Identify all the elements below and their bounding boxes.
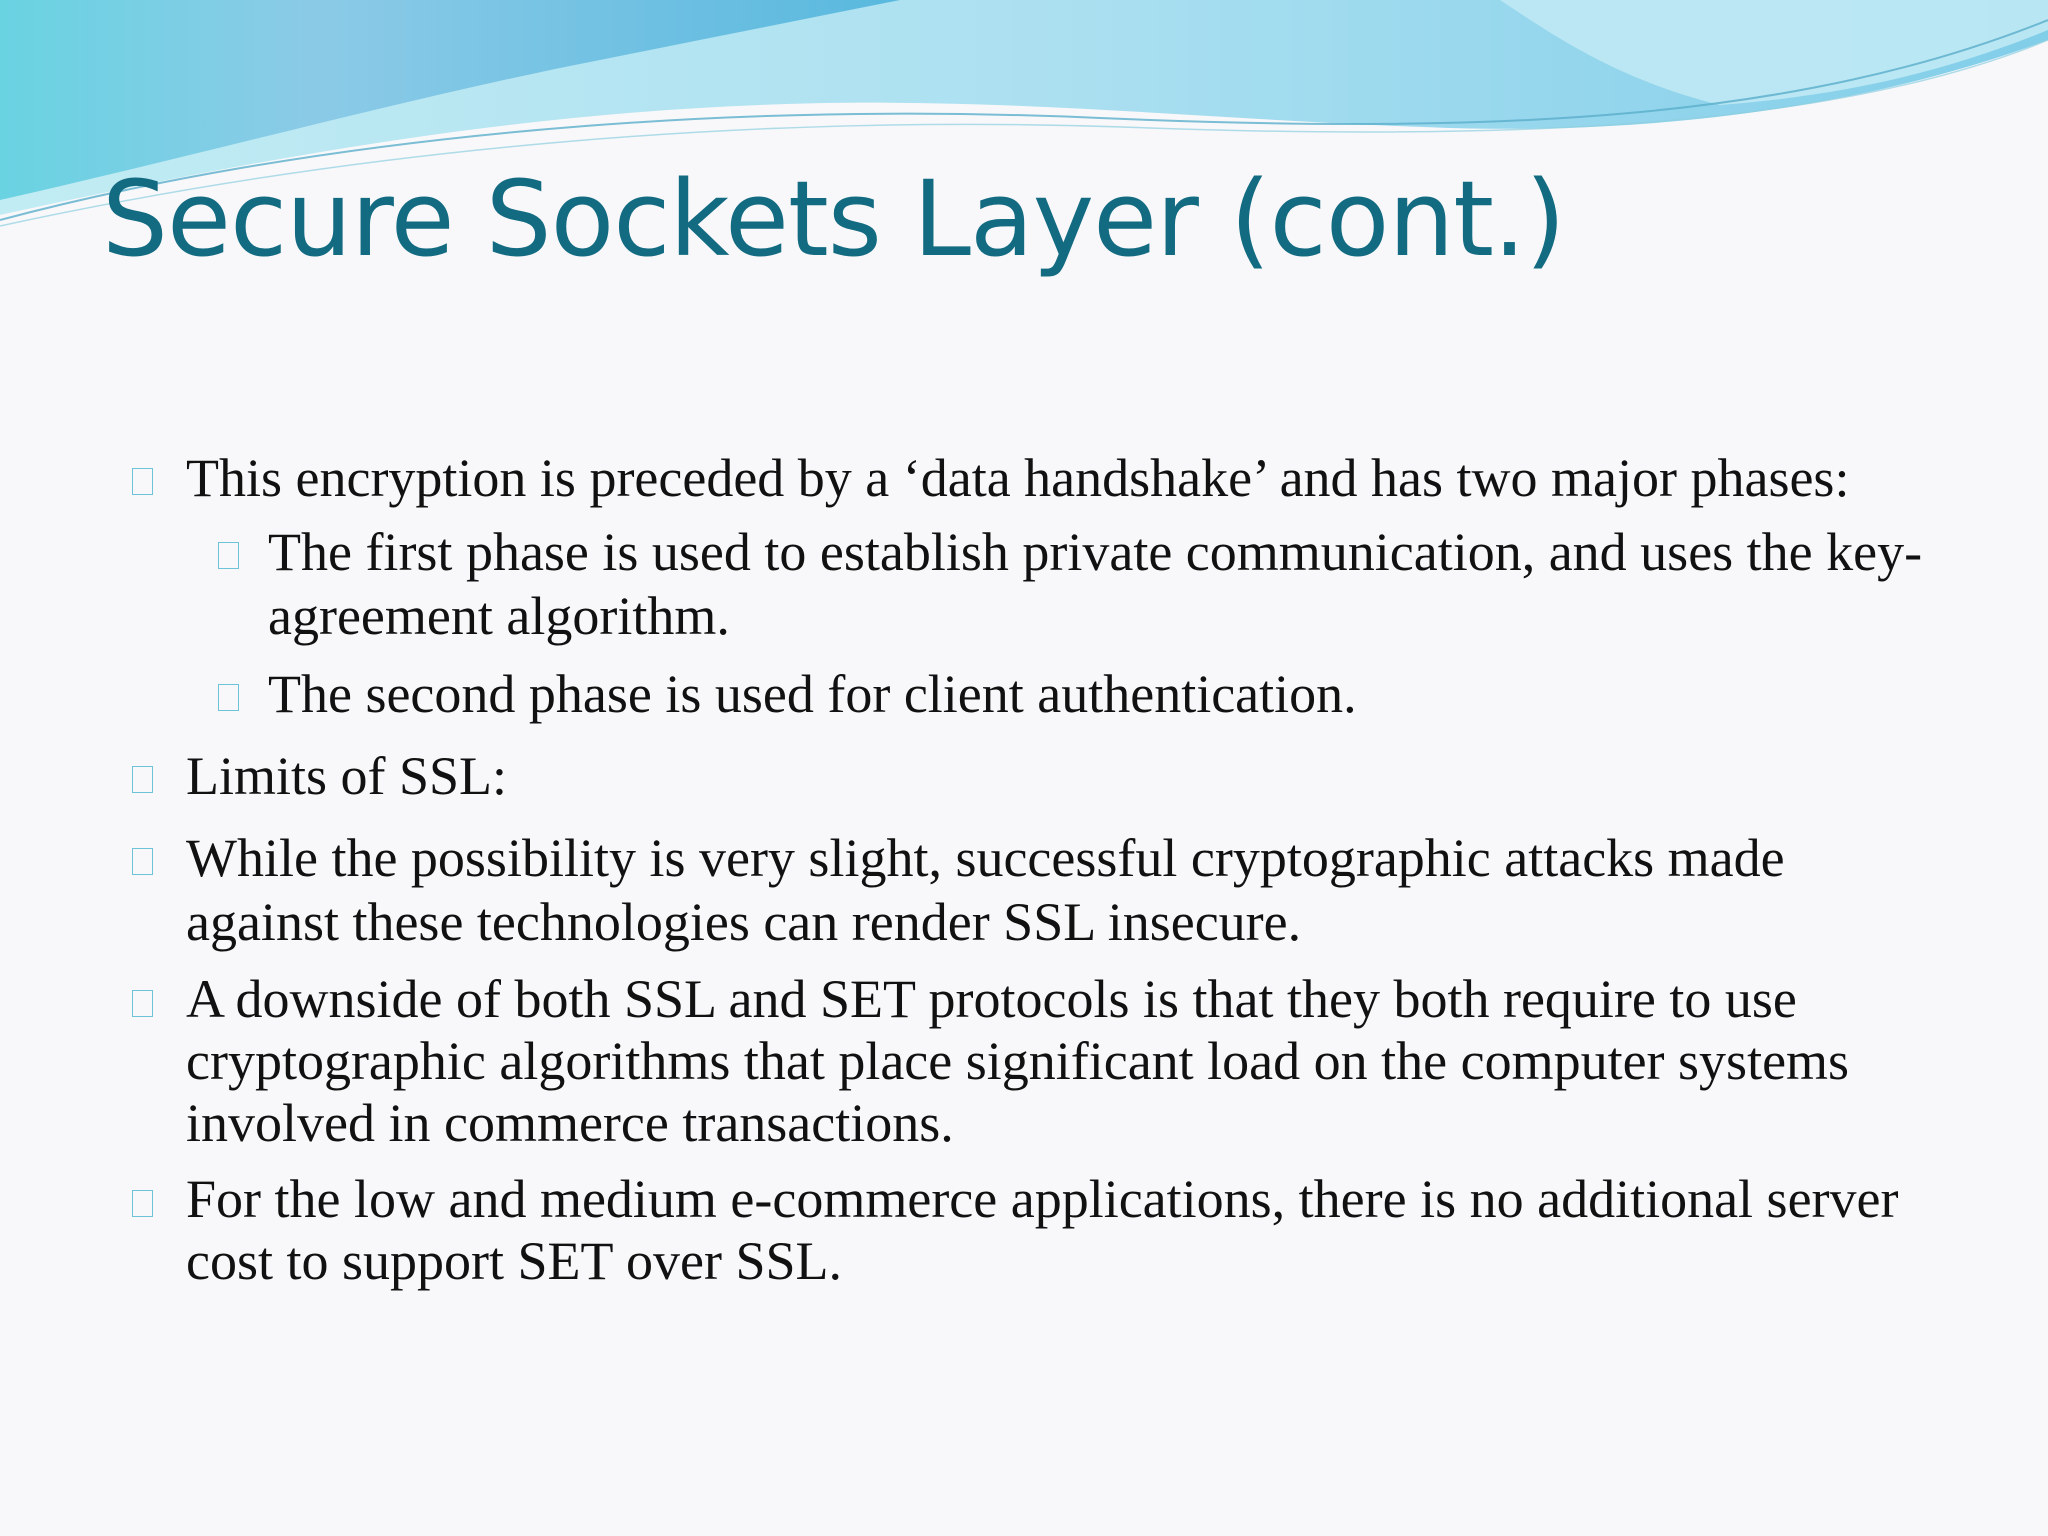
sub-bullet-text: The second phase is used for client authentication. [268, 664, 1357, 724]
bullet-text: A downside of both SSL and SET protocols is that they both require to use cryptographic algorithms that place significant load on the computer systems involved in commerce transactions. [186, 969, 1850, 1153]
sub-bullet-item [0, 662, 1928, 726]
square-bullet-icon [132, 990, 153, 1017]
bullet-item [0, 1168, 1916, 1292]
bullet-item [0, 968, 1916, 1154]
bullet-item [0, 826, 1916, 954]
sub-bullet-text: The first phase is used to establish private communication, and uses the key-agreement algorithm. [268, 522, 1923, 646]
slide-title: Secure Sockets Layer (cont.) [102, 158, 1565, 280]
square-bullet-icon [218, 542, 239, 569]
bullet-list [0, 446, 2048, 1292]
bullet-item [0, 446, 1916, 510]
square-bullet-icon [132, 1190, 153, 1217]
bullet-item [0, 744, 1916, 808]
bullet-text: This encryption is preceded by a ‘data handshake’ and has two major phases: [186, 448, 1850, 508]
square-bullet-icon [132, 848, 153, 875]
bullet-text: For the low and medium e-commerce applications, there is no additional server cost to support SET over SSL. [186, 1169, 1899, 1291]
bullet-text: Limits of SSL: [186, 746, 508, 806]
square-bullet-icon [132, 468, 153, 495]
bullet-text: While the possibility is very slight, successful cryptographic attacks made against these technologies can render SSL insecure. [186, 828, 1785, 952]
square-bullet-icon [218, 684, 239, 711]
sub-bullet-item [0, 520, 1928, 648]
square-bullet-icon [132, 766, 153, 793]
